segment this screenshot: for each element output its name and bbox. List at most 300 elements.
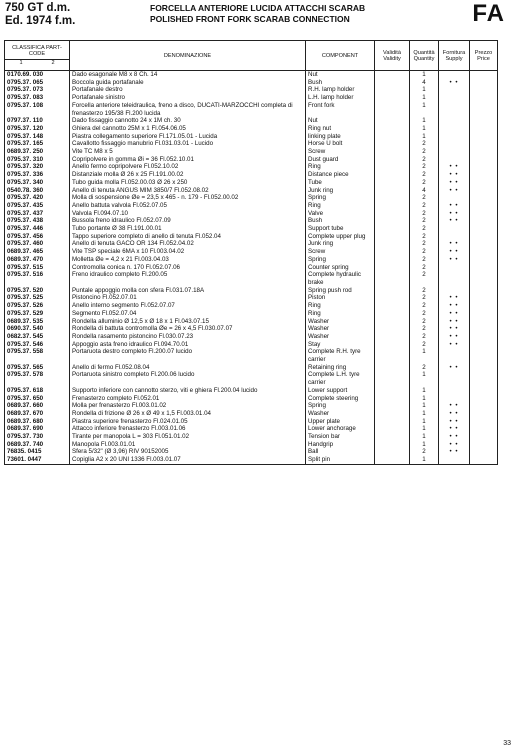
table-row <box>5 433 498 441</box>
component-cell: Horse U bolt <box>306 140 375 148</box>
supply-cell: • • <box>439 248 470 256</box>
component-cell: Retaining ring <box>306 364 375 372</box>
part-code-cell: 0795.37. 730 <box>5 433 70 441</box>
supply-cell <box>439 371 470 386</box>
quantity-cell: 2 <box>410 210 439 218</box>
quantity-cell: 1 <box>410 395 439 403</box>
col-sub-2: 2 <box>51 60 55 66</box>
supply-cell <box>439 194 470 202</box>
supply-cell: • • <box>439 256 470 264</box>
validity-cell <box>375 425 410 433</box>
description-cell: Tirante per manopola L = 303 Fl.051.01.02 <box>70 433 306 441</box>
component-cell: Upper plate <box>306 418 375 426</box>
quantity-cell: 2 <box>410 217 439 225</box>
quantity-cell: 1 <box>410 456 439 464</box>
section-title <box>150 3 365 25</box>
model-info <box>5 2 75 28</box>
part-code-cell: 0795.37. 546 <box>5 341 70 349</box>
quantity-cell: 1 <box>410 117 439 125</box>
supply-cell <box>439 102 470 117</box>
component-cell: Lower support <box>306 387 375 395</box>
quantity-cell: 1 <box>410 71 439 79</box>
validity-cell <box>375 371 410 386</box>
supply-cell: • • <box>439 325 470 333</box>
supply-cell: • • <box>439 333 470 341</box>
quantity-cell: 2 <box>410 225 439 233</box>
price-cell <box>470 240 498 248</box>
price-cell <box>470 287 498 295</box>
supply-cell: • • <box>439 294 470 302</box>
part-code-cell: 76835. 0415 <box>5 448 70 456</box>
quantity-cell: 1 <box>410 371 439 386</box>
price-cell <box>470 271 498 286</box>
table-row <box>5 448 498 456</box>
validity-cell <box>375 310 410 318</box>
table-row <box>5 371 498 386</box>
supply-cell <box>439 456 470 464</box>
description-cell: Ghiera del cannotto 25M x 1 Fl.054.06.05 <box>70 125 306 133</box>
table-row <box>5 194 498 202</box>
part-code-cell: 0795.37. 460 <box>5 240 70 248</box>
col-part-code-label: CLASSIFICA PART-CODE <box>12 45 62 57</box>
supply-cell <box>439 395 470 403</box>
component-cell: R.H. lamp holder <box>306 86 375 94</box>
supply-cell: • • <box>439 79 470 87</box>
price-cell <box>470 418 498 426</box>
part-code-cell: 0689.37. 670 <box>5 410 70 418</box>
component-cell: Lower anchorage <box>306 425 375 433</box>
description-cell: Molletta Øe = 4,2 x 21 Fl.003.04.03 <box>70 256 306 264</box>
col-quantity: Quantità Quantity <box>410 41 439 71</box>
supply-cell: • • <box>439 318 470 326</box>
part-code-cell: 0690.37. 540 <box>5 325 70 333</box>
price-cell <box>470 456 498 464</box>
part-code-cell: 0795.37. 446 <box>5 225 70 233</box>
parts-table <box>4 40 498 465</box>
description-cell: Portafanale destro <box>70 86 306 94</box>
price-cell <box>470 341 498 349</box>
description-cell: Tubo guida molla Fl.052.00.03 Ø 26 x 250 <box>70 179 306 187</box>
validity-cell <box>375 86 410 94</box>
price-cell <box>470 94 498 102</box>
validity-cell <box>375 448 410 456</box>
table-header <box>5 41 498 71</box>
component-cell: Ring <box>306 310 375 318</box>
description-cell: Bussola freno idraulico Fl.052.07.09 <box>70 217 306 225</box>
validity-cell <box>375 456 410 464</box>
model-name: 750 GT d.m. <box>5 2 71 14</box>
table-row <box>5 294 498 302</box>
part-code-cell: 0689.37. 535 <box>5 318 70 326</box>
description-cell: Segmento Fl.052.07.04 <box>70 310 306 318</box>
table-row <box>5 341 498 349</box>
description-cell: Freno idraulico completo Fl.200.05 <box>70 271 306 286</box>
component-cell: Washer <box>306 318 375 326</box>
validity-cell <box>375 333 410 341</box>
validity-cell <box>375 410 410 418</box>
validity-cell <box>375 395 410 403</box>
component-cell: Handgrip <box>306 441 375 449</box>
quantity-cell: 2 <box>410 264 439 272</box>
price-cell <box>470 410 498 418</box>
validity-cell <box>375 271 410 286</box>
part-code-cell: 0689.37. 690 <box>5 425 70 433</box>
validity-cell <box>375 264 410 272</box>
description-cell: Anello fermo copripolvere Fl.052.10.02 <box>70 163 306 171</box>
price-cell <box>470 71 498 79</box>
part-code-cell: 0689.37. 740 <box>5 441 70 449</box>
description-cell: Cavallotto fissaggio manubrio Fl.031.03.01 - Lucido <box>70 140 306 148</box>
validity-cell <box>375 294 410 302</box>
price-cell <box>470 402 498 410</box>
description-cell: Frenasterzo completo Fl.052.01 <box>70 395 306 403</box>
quantity-cell: 1 <box>410 348 439 363</box>
table-row <box>5 117 498 125</box>
quantity-cell: 2 <box>410 364 439 372</box>
table-row <box>5 240 498 248</box>
table-row <box>5 225 498 233</box>
part-code-cell: 0682.37. 545 <box>5 333 70 341</box>
table-row <box>5 79 498 87</box>
table-row <box>5 318 498 326</box>
part-code-cell: 0795.37. 558 <box>5 348 70 363</box>
part-code-cell: 0795.37. 438 <box>5 217 70 225</box>
part-code-cell: 0795.37. 618 <box>5 387 70 395</box>
validity-cell <box>375 433 410 441</box>
description-cell: Copripolvere in gomma Øi = 36 Fl.052.10.01 <box>70 156 306 164</box>
validity-cell <box>375 210 410 218</box>
price-cell <box>470 148 498 156</box>
part-code-cell: 0795.37. 320 <box>5 163 70 171</box>
supply-cell <box>439 94 470 102</box>
table-row <box>5 418 498 426</box>
price-cell <box>470 318 498 326</box>
table-body <box>5 71 498 465</box>
supply-cell: • • <box>439 302 470 310</box>
table-row <box>5 171 498 179</box>
price-cell <box>470 387 498 395</box>
quantity-cell: 4 <box>410 79 439 87</box>
description-cell: Anello di fermo Fl.052.08.04 <box>70 364 306 372</box>
supply-cell: • • <box>439 433 470 441</box>
price-cell <box>470 333 498 341</box>
table-row <box>5 271 498 286</box>
component-cell: Spring push rod <box>306 287 375 295</box>
part-code-cell: 0795.37. 456 <box>5 233 70 241</box>
quantity-cell: 2 <box>410 140 439 148</box>
part-code-cell: 0795.37. 516 <box>5 271 70 286</box>
price-cell <box>470 179 498 187</box>
part-code-cell: 0795.37. 165 <box>5 140 70 148</box>
table-row <box>5 187 498 195</box>
price-cell <box>470 433 498 441</box>
price-cell <box>470 102 498 117</box>
quantity-cell: 2 <box>410 156 439 164</box>
part-code-cell: 0795.37. 340 <box>5 179 70 187</box>
part-code-cell: 0795.37. 420 <box>5 194 70 202</box>
table-row <box>5 256 498 264</box>
quantity-cell: 2 <box>410 294 439 302</box>
validity-cell <box>375 248 410 256</box>
component-cell: Ring nut <box>306 125 375 133</box>
table-row <box>5 456 498 464</box>
part-code-cell: 0795.37. 108 <box>5 102 70 117</box>
title-english: POLISHED FRONT FORK SCARAB CONNECTION <box>150 14 350 24</box>
table-row <box>5 210 498 218</box>
quantity-cell: 1 <box>410 133 439 141</box>
table-row <box>5 163 498 171</box>
price-cell <box>470 441 498 449</box>
part-code-cell: 0795.37. 065 <box>5 79 70 87</box>
component-cell: Ring <box>306 302 375 310</box>
table-row <box>5 94 498 102</box>
table-row <box>5 348 498 363</box>
price-cell <box>470 264 498 272</box>
supply-cell <box>439 233 470 241</box>
supply-cell: • • <box>439 410 470 418</box>
price-cell <box>470 194 498 202</box>
quantity-cell: 4 <box>410 187 439 195</box>
part-code-cell: 0795.37. 515 <box>5 264 70 272</box>
price-cell <box>470 348 498 363</box>
description-cell: Sfera 5/32" (Ø 3,96) RIV 90152005 <box>70 448 306 456</box>
quantity-cell: 2 <box>410 271 439 286</box>
table-row <box>5 86 498 94</box>
component-cell: Washer <box>306 333 375 341</box>
supply-cell <box>439 71 470 79</box>
validity-cell <box>375 79 410 87</box>
supply-cell: • • <box>439 418 470 426</box>
quantity-cell: 2 <box>410 179 439 187</box>
description-cell: Molla di sospensione Øe = 23,5 x 465 - n. 179 - Fl.052.00.02 <box>70 194 306 202</box>
validity-cell <box>375 418 410 426</box>
price-cell <box>470 117 498 125</box>
component-cell: Ball <box>306 448 375 456</box>
table-row <box>5 179 498 187</box>
price-cell <box>470 217 498 225</box>
quantity-cell: 1 <box>410 86 439 94</box>
table-row <box>5 264 498 272</box>
supply-cell <box>439 133 470 141</box>
description-cell: Piastra superiore frenasterzo Fl.024.01.05 <box>70 418 306 426</box>
description-cell: Valvola Fl.094.07.10 <box>70 210 306 218</box>
validity-cell <box>375 256 410 264</box>
table-row <box>5 395 498 403</box>
component-cell: Nut <box>306 71 375 79</box>
description-cell: Dado esagonale M8 x 8 Ch. 14 <box>70 71 306 79</box>
validity-cell <box>375 187 410 195</box>
part-code-cell: 0795.37. 565 <box>5 364 70 372</box>
part-code-cell: 0795.37. 520 <box>5 287 70 295</box>
description-cell: Portafanale sinistro <box>70 94 306 102</box>
supply-cell: • • <box>439 425 470 433</box>
component-cell: Tube <box>306 179 375 187</box>
quantity-cell: 1 <box>410 125 439 133</box>
description-cell: Pistoncino Fl.052.07.01 <box>70 294 306 302</box>
description-cell: Portaruota sinistro completo Fl.200.06 lucido <box>70 371 306 386</box>
quantity-cell: 1 <box>410 441 439 449</box>
quantity-cell: 1 <box>410 433 439 441</box>
description-cell: Copiglia A2 x 20 UNI 1336 Fl.003.01.07 <box>70 456 306 464</box>
supply-cell <box>439 140 470 148</box>
validity-cell <box>375 287 410 295</box>
component-cell: Spring <box>306 256 375 264</box>
validity-cell <box>375 71 410 79</box>
component-cell: Junk ring <box>306 240 375 248</box>
table-row <box>5 287 498 295</box>
description-cell: Vite TC M8 x 5 <box>70 148 306 156</box>
supply-cell: • • <box>439 341 470 349</box>
component-cell: Ring <box>306 202 375 210</box>
validity-cell <box>375 179 410 187</box>
table-row <box>5 233 498 241</box>
table-row <box>5 333 498 341</box>
component-cell: Bush <box>306 217 375 225</box>
description-cell: Supporto inferiore con cannotto sterzo, viti e ghiera Fl.200.04 lucido <box>70 387 306 395</box>
table-row <box>5 102 498 117</box>
validity-cell <box>375 117 410 125</box>
validity-cell <box>375 133 410 141</box>
col-part-code <box>5 41 70 71</box>
part-code-cell: 0689.37. 660 <box>5 402 70 410</box>
supply-cell: • • <box>439 187 470 195</box>
description-cell: Molla per frenasterzo Fl.003.01.02 <box>70 402 306 410</box>
quantity-cell: 2 <box>410 287 439 295</box>
description-cell: Rondella rasamento pistoncino Fl.030.07.23 <box>70 333 306 341</box>
supply-cell: • • <box>439 240 470 248</box>
supply-cell: • • <box>439 441 470 449</box>
table-row <box>5 302 498 310</box>
component-cell: Spring <box>306 194 375 202</box>
description-cell: Tappo superiore completo di anello di tenuta Fl.052.04 <box>70 233 306 241</box>
price-cell <box>470 364 498 372</box>
validity-cell <box>375 441 410 449</box>
part-code-cell: 0795.37. 650 <box>5 395 70 403</box>
validity-cell <box>375 240 410 248</box>
part-code-cell: 0795.37. 526 <box>5 302 70 310</box>
part-code-cell: 0795.37. 435 <box>5 202 70 210</box>
quantity-cell: 2 <box>410 302 439 310</box>
quantity-cell: 2 <box>410 233 439 241</box>
price-cell <box>470 171 498 179</box>
validity-cell <box>375 202 410 210</box>
price-cell <box>470 187 498 195</box>
part-code-cell: 0689.37. 465 <box>5 248 70 256</box>
price-cell <box>470 86 498 94</box>
validity-cell <box>375 140 410 148</box>
price-cell <box>470 210 498 218</box>
price-cell <box>470 256 498 264</box>
table-row <box>5 71 498 79</box>
validity-cell <box>375 171 410 179</box>
component-cell: Split pin <box>306 456 375 464</box>
part-code-cell: 0540.78. 360 <box>5 187 70 195</box>
supply-cell: • • <box>439 364 470 372</box>
component-cell: Screw <box>306 148 375 156</box>
part-code-cell: 0170.69. 030 <box>5 71 70 79</box>
price-cell <box>470 140 498 148</box>
page-header <box>0 0 519 40</box>
part-code-cell: 73601. 0447 <box>5 456 70 464</box>
table-row <box>5 441 498 449</box>
component-cell: Complete upper plug <box>306 233 375 241</box>
description-cell: Rondella di battuta contromolla Øe = 26 x 4,5 Fl.030.07.07 <box>70 325 306 333</box>
price-cell <box>470 371 498 386</box>
price-cell <box>470 133 498 141</box>
description-cell: Vite TSP speciale 6MA x 10 Fl.003.04.02 <box>70 248 306 256</box>
validity-cell <box>375 194 410 202</box>
validity-cell <box>375 325 410 333</box>
component-cell: Ring <box>306 163 375 171</box>
table-row <box>5 148 498 156</box>
price-cell <box>470 233 498 241</box>
supply-cell: • • <box>439 171 470 179</box>
quantity-cell: 1 <box>410 425 439 433</box>
component-cell: L.H. lamp holder <box>306 94 375 102</box>
quantity-cell: 2 <box>410 448 439 456</box>
price-cell <box>470 310 498 318</box>
validity-cell <box>375 402 410 410</box>
table-row <box>5 248 498 256</box>
part-code-cell: 0795.37. 437 <box>5 210 70 218</box>
quantity-cell: 2 <box>410 171 439 179</box>
price-cell <box>470 302 498 310</box>
validity-cell <box>375 102 410 117</box>
validity-cell <box>375 217 410 225</box>
part-code-cell: 0795.37. 525 <box>5 294 70 302</box>
validity-cell <box>375 225 410 233</box>
component-cell: Piston <box>306 294 375 302</box>
col-description: DENOMINAZIONE <box>70 41 306 71</box>
quantity-cell: 2 <box>410 194 439 202</box>
description-cell: Rondella alluminio Ø 12,5 x Ø 18 x 1 Fl.043.07.15 <box>70 318 306 326</box>
component-cell: Distance piece <box>306 171 375 179</box>
component-cell: Dust guard <box>306 156 375 164</box>
price-cell <box>470 79 498 87</box>
description-cell: Manopola Fl.003.01.01 <box>70 441 306 449</box>
title-italian: FORCELLA ANTERIORE LUCIDA ATTACCHI SCARAB <box>150 3 366 13</box>
table-row <box>5 402 498 410</box>
component-cell: Stay <box>306 341 375 349</box>
component-cell: Front fork <box>306 102 375 117</box>
validity-cell <box>375 364 410 372</box>
quantity-cell: 2 <box>410 256 439 264</box>
part-code-cell: 0795.37. 578 <box>5 371 70 386</box>
validity-cell <box>375 163 410 171</box>
quantity-cell: 1 <box>410 94 439 102</box>
price-cell <box>470 294 498 302</box>
description-cell: Dado fissaggio cannotto 24 x 1M ch. 30 <box>70 117 306 125</box>
supply-cell <box>439 264 470 272</box>
table-row <box>5 310 498 318</box>
quantity-cell: 2 <box>410 163 439 171</box>
validity-cell <box>375 233 410 241</box>
supply-cell: • • <box>439 179 470 187</box>
validity-cell <box>375 94 410 102</box>
component-cell: Spring <box>306 402 375 410</box>
component-cell: Complete L.H. tyre carrier <box>306 371 375 386</box>
quantity-cell: 1 <box>410 102 439 117</box>
quantity-cell: 2 <box>410 341 439 349</box>
validity-cell <box>375 156 410 164</box>
quantity-cell: 2 <box>410 240 439 248</box>
part-code-cell: 0795.37. 310 <box>5 156 70 164</box>
table-row <box>5 202 498 210</box>
price-cell <box>470 425 498 433</box>
quantity-cell: 2 <box>410 333 439 341</box>
description-cell: Anello battuta valvola Fl.052.07.05 <box>70 202 306 210</box>
validity-cell <box>375 125 410 133</box>
